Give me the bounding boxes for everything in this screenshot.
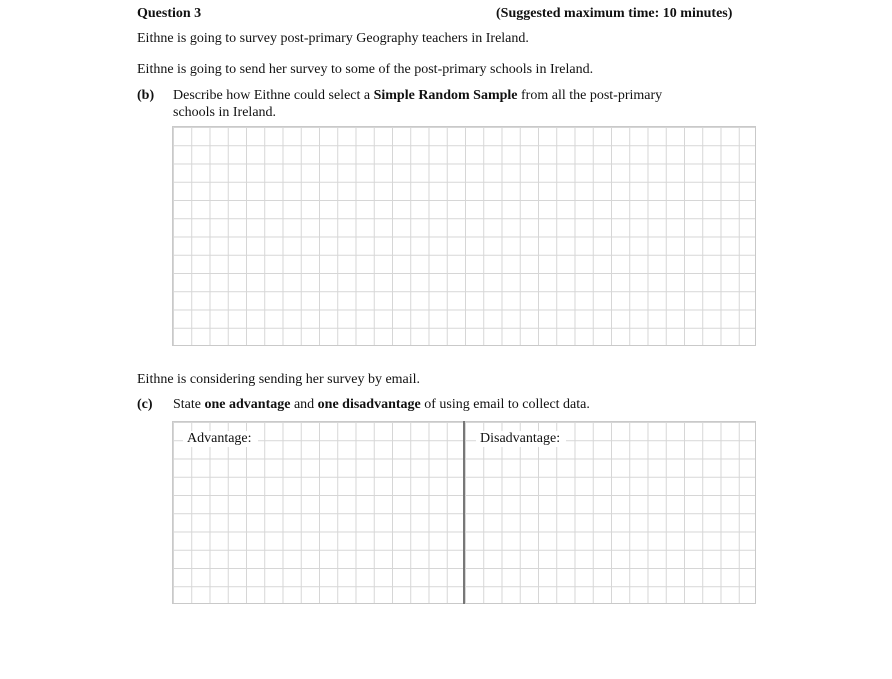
part-b-text-pre: Describe how Eithne could select a — [173, 88, 374, 103]
advantage-label: Advantage: — [183, 431, 258, 447]
part-c-text-pre: State — [173, 397, 205, 412]
part-c-question — [173, 397, 590, 413]
part-b-text-bold: Simple Random Sample — [373, 88, 518, 103]
intro-text: Eithne is going to survey post-primary Geography teachers in Ireland. — [137, 31, 529, 46]
part-b-question — [173, 88, 662, 104]
part-c-bold-disadvantage: one disadvantage — [317, 397, 421, 412]
part-b-lead: Eithne is going to send her survey to some of the post-primary schools in Ireland. — [137, 62, 594, 77]
part-c-label: (c) — [137, 397, 153, 412]
question-title: Question 3 — [137, 6, 202, 21]
part-b-label: (b) — [137, 88, 155, 103]
part-c-text-post: of using email to collect data. — [420, 397, 590, 412]
answer-grid-b[interactable] — [172, 126, 756, 346]
part-b-text-post: from all the post-primary — [517, 88, 663, 103]
part-b-question-line2: schools in Ireland. — [173, 105, 277, 120]
suggested-time: (Suggested maximum time: 10 minutes) — [496, 6, 733, 21]
disadvantage-label: Disadvantage: — [476, 431, 566, 447]
part-c-bold-advantage: one advantage — [204, 397, 291, 412]
part-c-text-mid: and — [290, 397, 318, 412]
part-c-lead: Eithne is considering sending her survey by email. — [137, 372, 421, 387]
answer-divider — [463, 421, 465, 604]
